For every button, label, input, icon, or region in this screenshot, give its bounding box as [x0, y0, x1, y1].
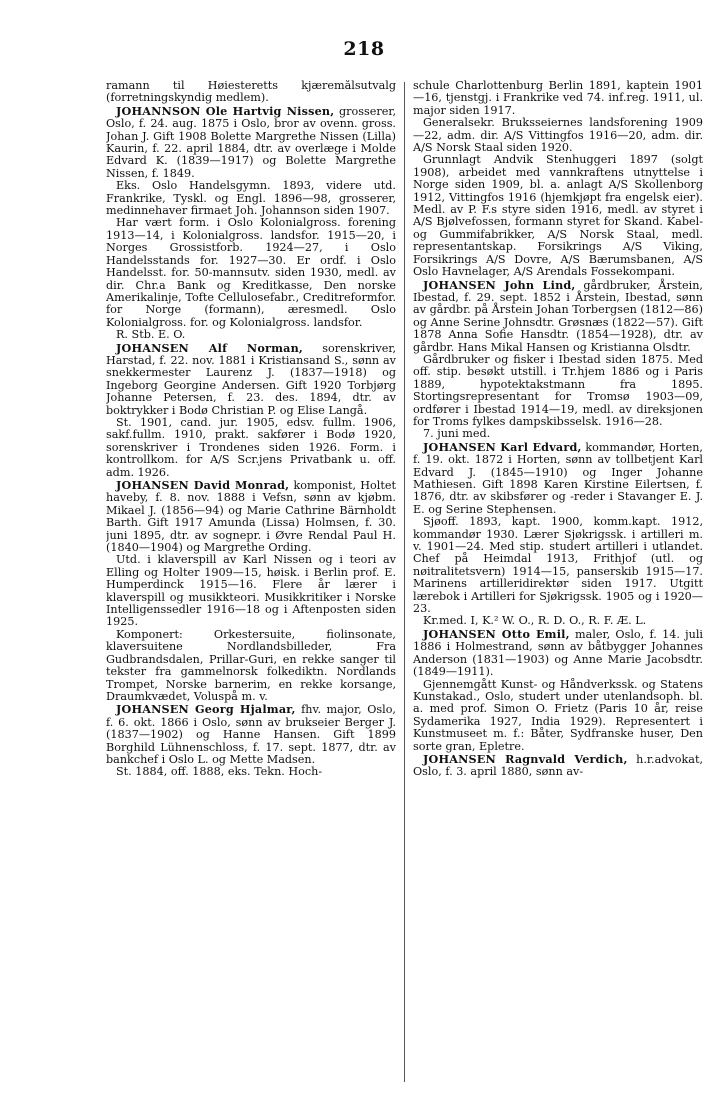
left-column	[106, 80, 396, 1080]
paragraph	[106, 554, 396, 628]
paragraph	[106, 629, 396, 703]
entry-text: ramann til Høiesteretts kjæremålsutvalg (forretningskyndig medlem).	[106, 80, 396, 105]
biography-entry	[106, 479, 396, 554]
entry-text: fhv. major, Oslo, f. 6. okt. 1866 i Oslo, sønn av brukseier Berger J. (1837—1902) og Hanne Hansen. Gift 1899 Borghild Lühnenschloss, f. 17. sept. 1877, dtr. av bankchef i Oslo L. og Mette Madsen.	[106, 703, 396, 766]
entry-text: St. 1884, off. 1888, eks. Tekn. Hoch-	[116, 765, 323, 779]
entry-text: sorenskriver, Harstad, f. 22. nov. 1881 i Kristiansand S., sønn av snekkermester Laurenz J. (1837—1918) og Ingeborg Georgine Andersen. Gift 1920 Torbjørg Johanne Petersen, f. 23. des. 1894, dtr. av boktrykker i Bodø Christian P. og Elise Langå.	[106, 341, 396, 417]
entry-text: Gjennemgått Kunst- og Håndverkssk. og Statens Kunstakad., Oslo, studert under utenlandsoph. bl. a. med prof. Simon O. Frietz (Paris 10 år, reise Sydamerika 1927, India 1929). Representert i Kunstmuseet m. f.: Båter, Sydfranske huser, Den sorte gran, Epletre.	[413, 677, 703, 753]
entry-text: Gårdbruker og fisker i Ibestad siden 1875. Med off. stip. besøkt utstill. i Tr.hjem 1886 og i Paris 1889, hypotektakstmann fra 1895. Stortingsrepresentant for Tromsø 1903—09, ordfører i Ibestad 1914—19, medl. av direksjonen for Troms fylkes dampskibsselsk. 1916—28.	[413, 352, 703, 428]
column-divider	[404, 82, 405, 1082]
entry-text: 7. juni med.	[423, 427, 491, 441]
entry-text: h.r.advokat, Oslo, f. 3. april 1880, sønn av-	[413, 752, 703, 779]
paragraph	[413, 516, 703, 615]
page-number: 218	[343, 38, 385, 60]
right-column	[413, 80, 703, 1080]
entry-name: JOHANSEN Karl Edvard,	[423, 439, 582, 454]
paragraph	[413, 154, 703, 278]
paragraph	[413, 80, 703, 117]
entry-text: Sjøoff. 1893, kapt. 1900, komm.kapt. 1912, kommandør 1930. Lærer Sjøkrigssk. i artilleri m. v. 1901—24. Med stip. studert artilleri i utlandet. Chef på Heimdal 1913, Frithjof (utl. og nøitralitetsvern) 1914—15, panserskib 1915—17. Marinens artilleridirektør siden 1917. Utgitt lærebok i Artilleri for Sjøkrigssk. 1905 og i 1920—23.	[413, 515, 703, 616]
biography-entry	[413, 628, 703, 679]
entry-text: schule Charlottenburg Berlin 1891, kaptein 1901—16, tjenstgj. i Frankrike ved 74. inf.reg. 1911, ul. major siden 1917.	[413, 80, 703, 117]
biography-entry	[413, 441, 703, 516]
biography-entry	[106, 342, 396, 417]
entry-text: komponist, Holtet haveby, f. 8. nov. 1888 i Vefsn, sønn av kjøbm. Mikael J. (1856—94) og Marie Cathrine Bärnholdt Barth. Gift 1917 Amunda (Lissa) Holmsen, f. 30. juni 1895, dtr. av sognepr. i Øvre Rendal Paul H. (1840—1904) og Margrethe Ording.	[106, 479, 396, 555]
biography-entry	[413, 279, 703, 354]
paragraph	[413, 117, 703, 154]
entry-text: kommandør, Horten, f. 19. okt. 1872 i Horten, sønn av tollbetjent Karl Edvard J. (1845—1910) og Inger Johanne Mathiesen. Gift 1898 Karen Kirstine Eilertsen, f. 1876, dtr. av skibsfører og -reder i Stavanger E. J. E. og Serine Stephensen.	[413, 440, 703, 516]
entry-text: maler, Oslo, f. 14. juli 1886 i Holmestrand, sønn av båtbygger Johannes Anderson (1831—1903) og Anne Marie Jacobsdtr. (1849—1911).	[413, 627, 703, 679]
entry-text: Komponert: Orkestersuite, fiolinsonate, klaversuitene Nordlandsbilleder, Fra Gudbrandsdalen, Prillar-Guri, en rekke sanger til tekster fra gammelnorsk folkediktn. Nordlands Trompet, Norske barnerim, en rekke korsange, Draumkvædet, Voluspå m. v.	[106, 627, 396, 703]
entry-name: JOHANNSON Ole Hartvig Nissen,	[116, 103, 335, 118]
entry-name: JOHANSEN Alf Norman,	[116, 340, 304, 355]
entry-text: gårdbruker, Årstein, Ibestad, f. 29. sept. 1852 i Årstein, Ibestad, sønn av gårdbr. på Årstein Johan Torbergsen (1812—86) og Anne Serine Johnsdtr. Grøsnæs (1822—57). Gift 1878 Anna Sofie Hansdtr. (1854—1928), dtr. av gårdbr. Hans Mikal Hansen og Kristianna Olsdtr.	[413, 278, 703, 354]
biography-entry	[413, 753, 703, 779]
entry-text: grosserer, Oslo, f. 24. aug. 1875 i Oslo, bror av ovenn. gross. Johan J. Gift 1908 Bolette Margrethe Nissen (Lilla) Kaurin, f. 22. april 1884, dtr. av overlæge i Molde Edvard K. (1839—1917) og Bolette Margrethe Nissen, f. 1849.	[106, 104, 396, 180]
entry-name: JOHANSEN Ragnvald Verdich,	[423, 751, 628, 766]
entry-text: Grunnlagt Andvik Stenhuggeri 1897 (solgt 1908), arbeidet med vannkraftens utnyttelse i Norge siden 1909, bl. a. anlagt A/S Skollenborg 1912, Vittingfos 1916 (hjemkjøpt fra engelsk eier). Medl. av P. F.s styre siden 1916, medl. av styret i A/S Bjølvefossen, formann styret for Skand. Kabel- og Gummifabrikker, A/S Norsk Staal, medl. representantskap. Forsikrings A/S Viking, Forsikrings A/S Dovre, A/S Bærumsbanen, A/S Oslo Havnelager, A/S Arendals Fossekompani.	[413, 153, 703, 279]
entry-name: JOHANSEN Georg Hjalmar,	[116, 702, 296, 717]
paragraph	[106, 180, 396, 217]
paragraph	[413, 679, 703, 753]
biography-entry	[106, 105, 396, 180]
entry-text: St. 1901, cand. jur. 1905, edsv. fullm. 1906, sakf.fullm. 1910, prakt. sakfører i Bodø 1920, sorenskriver i Trondenes siden 1926. Form. i kontrollkom. for A/S Scr.jens Privatbank u. off. adm. 1926.	[106, 415, 396, 479]
paragraph	[413, 354, 703, 428]
entry-text: R. Stb. E. O.	[116, 328, 186, 342]
entry-name: JOHANSEN David Monrad,	[116, 478, 290, 492]
paragraph	[106, 80, 396, 105]
entry-text: Generalsekr. Bruksseiernes landsforening 1909—22, adm. dir. A/S Vittingfos 1916—20, adm. dir. A/S Norsk Staal siden 1920.	[413, 116, 703, 155]
paragraph	[106, 417, 396, 479]
biography-entry	[106, 703, 396, 766]
entry-name: JOHANSEN Otto Emil,	[423, 626, 570, 641]
entry-text: Har vært form. i Oslo Kolonialgross. forening 1913—14, i Kolonialgross. landsfor. 1915—20, i Norges Grossistforb. 1924—27, i Oslo Handelsstands for. 1927—30. Er ordf. i Oslo Handelsst. for. 50-mannsutv. siden 1930, medl. av dir. Chr.a Bank og Kreditkasse, Den norske Amerikalinje, Tofte Cellulosefabr., Creditreformfor. for Norge (formann), æresmedl. Oslo Kolonialgross. for. og Kolonialgross. landsfor.	[106, 216, 396, 329]
entry-text: Eks. Oslo Handelsgymn. 1893, videre utd. Frankrike, Tyskl. og Engl. 1896—98, grosserer, medinnehaver firmaet Joh. Johannson siden 1907.	[106, 179, 396, 218]
entry-name: JOHANSEN John Lind,	[423, 277, 576, 292]
entry-text: Kr.med. I, K.² W. O., R. D. O., R. F. Æ. L.	[423, 614, 647, 628]
paragraph	[106, 766, 396, 778]
entry-text: Utd. i klaverspill av Karl Nissen og i teori av Elling og Holter 1909—15, høisk. i Berlin prof. E. Humperdinck 1915—16. Flere år lærer i klaverspill og musikkteori. Musikkritiker i Norske Intelligenssedler 1916—18 og i Aftenposten siden 1925.	[106, 553, 396, 629]
paragraph	[106, 217, 396, 329]
